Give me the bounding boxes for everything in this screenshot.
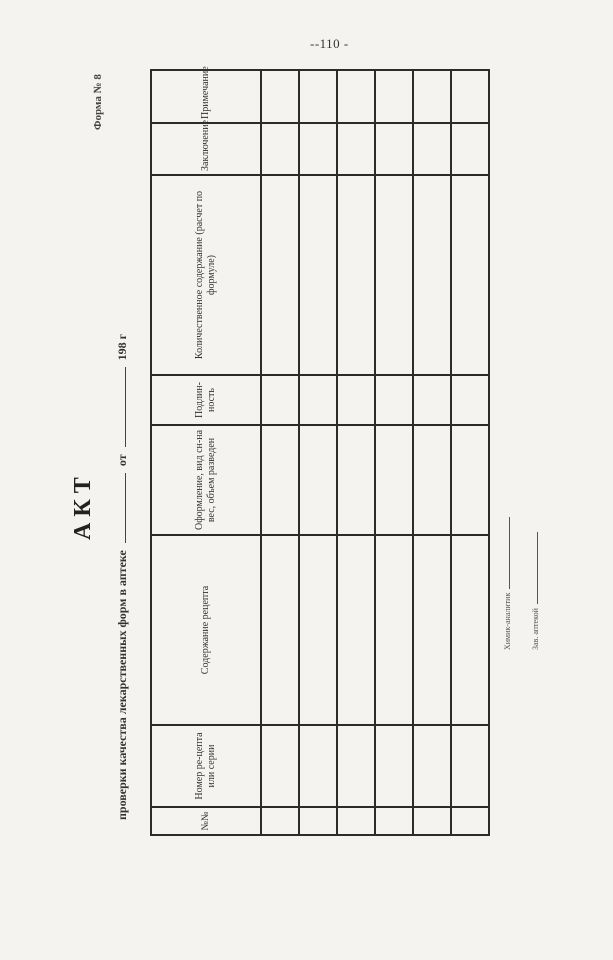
signature-chemist	[502, 517, 512, 650]
table-cell	[451, 123, 489, 175]
table-cell	[451, 175, 489, 375]
table-row	[451, 70, 489, 835]
form-number: Форма № 8	[92, 74, 104, 130]
document-subtitle	[115, 334, 130, 820]
table-cell	[261, 375, 299, 425]
table-cell	[451, 375, 489, 425]
signature-line	[530, 532, 538, 604]
table-cell	[299, 807, 337, 835]
table-cell	[375, 535, 413, 725]
table-cell	[299, 175, 337, 375]
table-row	[413, 70, 451, 835]
table-row	[337, 70, 375, 835]
table-cell	[451, 807, 489, 835]
year-blank-line	[115, 367, 126, 447]
table-cell	[261, 123, 299, 175]
table-cell	[299, 535, 337, 725]
table-cell	[261, 725, 299, 807]
table-cell	[337, 535, 375, 725]
table-row	[299, 70, 337, 835]
table-cell	[337, 175, 375, 375]
table-cell	[299, 425, 337, 535]
table-cell	[261, 70, 299, 123]
table-header-row	[151, 70, 261, 835]
document-title: АКТ	[70, 471, 96, 540]
table-cell	[413, 725, 451, 807]
table-cell	[451, 70, 489, 123]
signature-label: Зав. аптекой	[531, 608, 540, 650]
table-cell	[375, 375, 413, 425]
col-header: Номер ре-цепта или серии	[151, 725, 261, 807]
table-cell	[375, 70, 413, 123]
table-cell	[413, 375, 451, 425]
inspection-table	[150, 66, 490, 836]
col-header: Подлин-ность	[151, 375, 261, 425]
table-cell	[299, 375, 337, 425]
table-cell	[261, 535, 299, 725]
table-cell	[299, 123, 337, 175]
subtitle-from: от	[115, 454, 129, 467]
table-cell	[413, 70, 451, 123]
col-header: Содержание рецепта	[151, 535, 261, 725]
table-cell	[413, 425, 451, 535]
table-cell	[337, 807, 375, 835]
table-body	[261, 70, 489, 835]
subtitle-text: проверки качества лекарственных форм в аптеке	[115, 550, 129, 820]
table-cell	[375, 175, 413, 375]
table-cell	[375, 425, 413, 535]
table-cell	[451, 535, 489, 725]
signature-head	[530, 532, 540, 650]
table-cell	[375, 725, 413, 807]
table-cell	[337, 725, 375, 807]
table-cell	[299, 725, 337, 807]
table-cell	[413, 175, 451, 375]
table-cell	[337, 123, 375, 175]
col-header: №№	[151, 807, 261, 835]
table-cell	[261, 175, 299, 375]
col-header: Примечание	[151, 70, 261, 123]
table-cell	[413, 123, 451, 175]
signature-line	[502, 517, 510, 589]
col-header: Количественное содержание (расчет по формуле)	[151, 175, 261, 375]
page-number: --110 -	[310, 36, 349, 51]
col-header: Оформление, вид сн-на вес, объем разведен	[151, 425, 261, 535]
table-cell	[261, 425, 299, 535]
table-cell	[451, 425, 489, 535]
col-header: Заключение	[151, 123, 261, 175]
date-blank-line	[115, 473, 126, 543]
table-cell	[299, 70, 337, 123]
table-row	[261, 70, 299, 835]
subtitle-year: 198 г	[115, 333, 129, 361]
inspection-table-wrap	[150, 66, 490, 836]
table-cell	[413, 807, 451, 835]
table-cell	[375, 807, 413, 835]
table-cell	[337, 425, 375, 535]
table-row	[375, 70, 413, 835]
table-cell	[375, 123, 413, 175]
table-cell	[337, 375, 375, 425]
table-cell	[261, 807, 299, 835]
table-cell	[337, 70, 375, 123]
signature-label: Химик-аналитик	[503, 592, 512, 650]
table-cell	[413, 535, 451, 725]
table-cell	[451, 725, 489, 807]
